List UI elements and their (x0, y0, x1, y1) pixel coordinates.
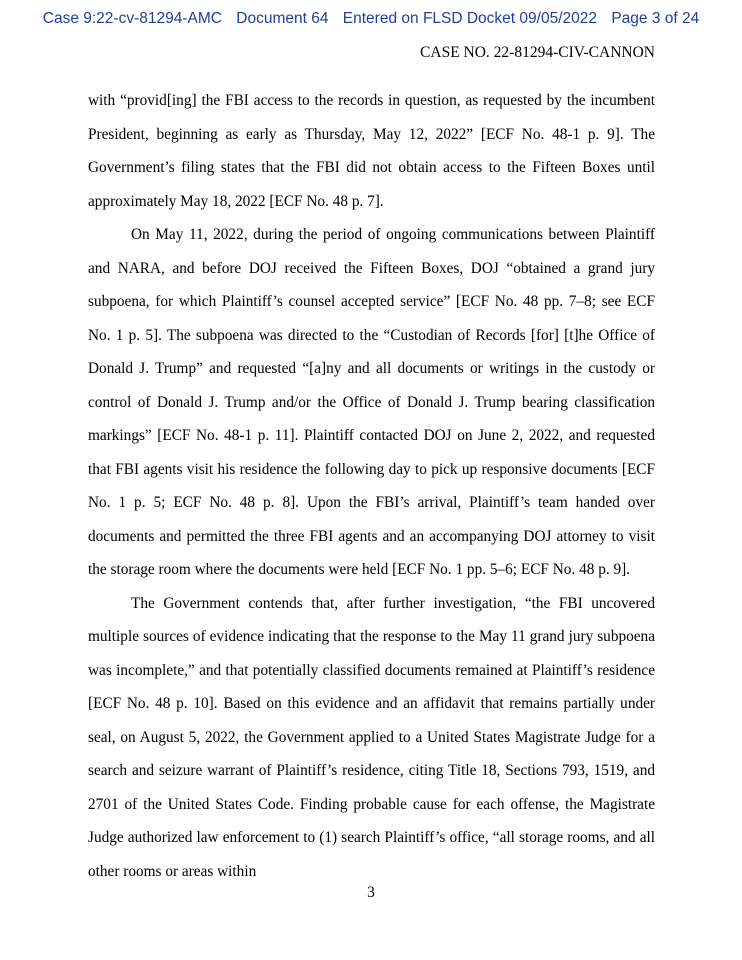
paragraph-continuation: with “provid[ing] the FBI access to the records in question, as requested by the incumbent President, beginning as early as Thursday, May 12, 2022” [ECF No. 48-1 p. 9]. The Government’s filing states that the FBI did not obtain access to the Fifteen Boxes until approximately May 18, 2022 [ECF No. 48 p. 7]. (88, 92, 655, 210)
docket-entered-date: Entered on FLSD Docket 09/05/2022 (342, 10, 597, 27)
paragraph-subpoena: On May 11, 2022, during the period of ongoing communications between Plaintiff and NARA, and before DOJ received the Fifteen Boxes, DOJ “obtained a grand jury subpoena, for which Plaintiff’s counsel accepted service” [ECF No. 48 pp. 7–8; see ECF No. 1 p. 5]. The subpoena was directed to the “Custodian of Records [for] [t]he Office of Donald J. Trump” and requested “[a]ny and all documents or writings in the custody or control of Donald J. Trump and/or the Office of Donald J. Trump bearing classification markings” [ECF No. 48-1 p. 11]. Plaintiff contacted DOJ on June 2, 2022, and requested that FBI agents visit his residence the following day to pick up responsive documents [ECF No. 1 p. 5; ECF No. 48 p. 8]. Upon the FBI’s arrival, Plaintiff’s team handed over documents and permitted the three FBI agents and an accompanying DOJ attorney to visit the storage room where the documents were held [ECF No. 1 pp. 5–6; ECF No. 48 p. 9]. (88, 226, 655, 578)
paragraph-search-warrant: The Government contends that, after further investigation, “the FBI uncovered multiple sources of evidence indicating that the response to the May 11 grand jury subpoena was incomplete,” and that potentially classified documents remained at Plaintiff’s residence [ECF No. 48 p. 10]. Based on this evidence and an affidavit that remains partially under seal, on August 5, 2022, the Government applied to a United States Magistrate Judge for a search and seizure warrant of Plaintiff’s residence, citing Title 18, Sections 793, 1519, and 2701 of the United States Code. Finding probable cause for each offense, the Magistrate Judge authorized law enforcement to (1) search Plaintiff’s office, “all storage rooms, and all other rooms or areas within (88, 594, 655, 880)
docket-header (0, 10, 742, 28)
page-number: 3 (367, 884, 375, 901)
docket-case-number: Case 9:22-cv-81294-AMC (42, 10, 222, 27)
document-body (88, 84, 655, 888)
case-number-heading: CASE NO. 22-81294-CIV-CANNON (420, 44, 655, 61)
docket-page-count: Page 3 of 24 (611, 10, 700, 27)
docket-document-number: Document 64 (236, 10, 329, 27)
